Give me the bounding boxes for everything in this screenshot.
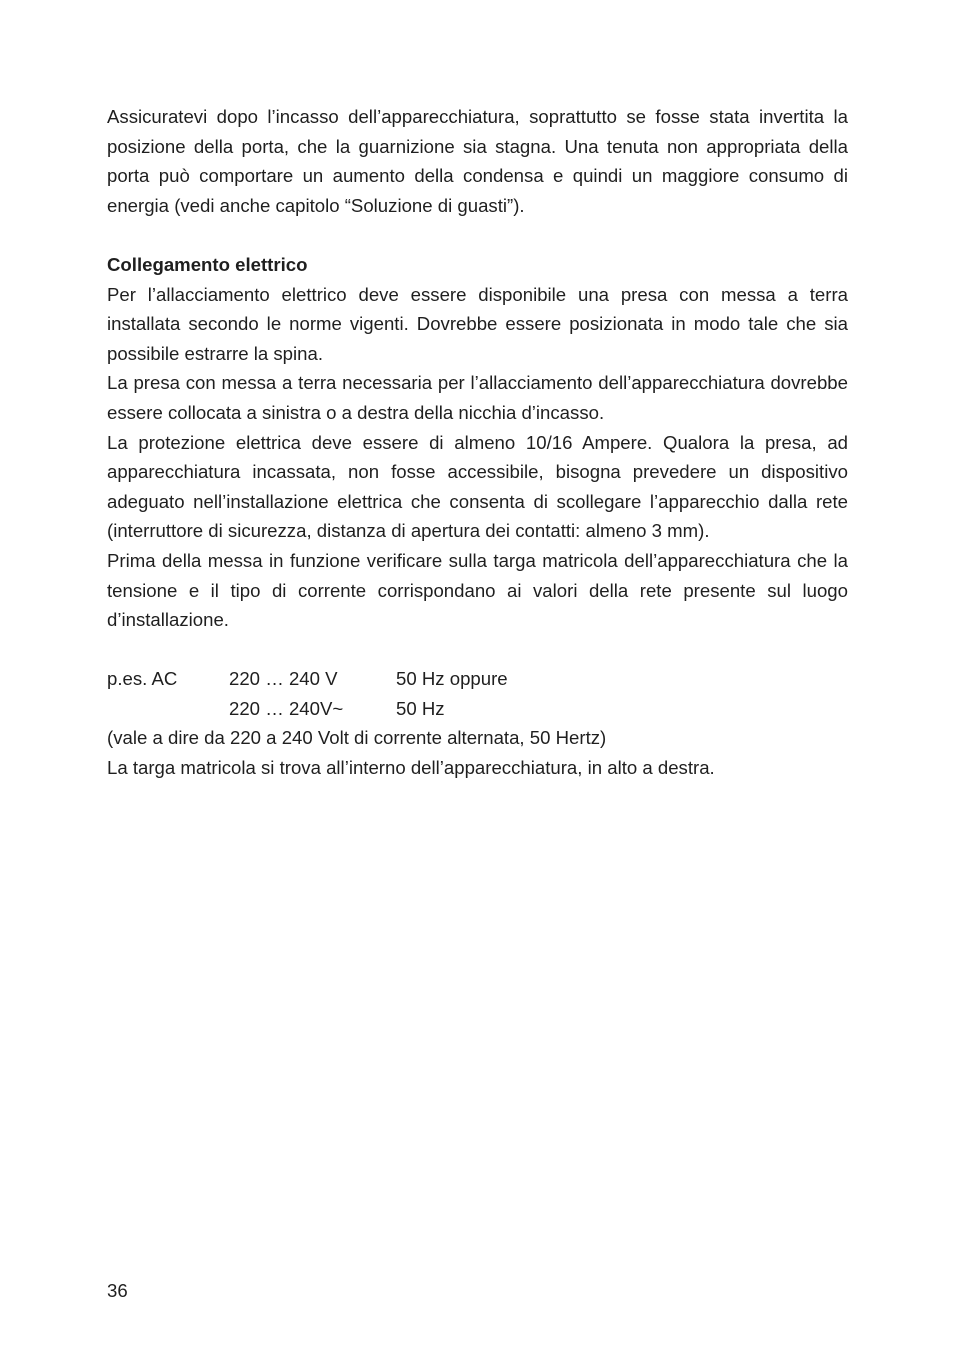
spec-frequency: 50 Hz [396, 697, 445, 719]
intro-paragraph: Assicuratevi dopo l’incasso dell’apparecchiatura, soprattutto se fosse stata invertita la posizione della porta, che la guarnizione sia stagna. Una tenuta non appropriata della porta può comportare un aumento della condensa e quindi un maggiore consumo di energia (vedi anche capitolo “Soluzione di guasti”). [107, 106, 848, 216]
paragraph-socket-position: La presa con messa a terra necessaria per l’allacciamento dell’apparecchiatura dovrebbe essere collocata a sinistra o a destra della nicchia d’incasso. [107, 372, 848, 423]
voltage-spec-table [107, 664, 508, 723]
paragraph-grounded-socket: Per l’allacciamento elettrico deve essere disponibile una presa con messa a terra installata secondo le norme vigenti. Dovrebbe essere posizionata in modo tale che sia possibile estrarre la spina. [107, 283, 848, 364]
paragraph-electrical-protection: La protezione elettrica deve essere di almeno 10/16 Ampere. Qualora la presa, ad apparecchiatura incassata, non fosse accessibile, bisogna prevedere un dispositivo adeguato nell’installazione elettrica che consenta di scollegare l’apparecchio dalla rete (interruttore di sicurezza, distanza di apertura dei contatti: almeno 3 mm). [107, 431, 848, 542]
spec-voltage: 220 … 240 V [229, 668, 338, 690]
section-heading: Collegamento elettrico [107, 253, 308, 275]
page-number: 36 [107, 1280, 128, 1301]
spec-voltage: 220 … 240V~ [229, 697, 344, 719]
spec-explanation: (vale a dire da 220 a 240 Volt di corrente alternata, 50 Hertz) [107, 727, 607, 749]
spec-row [107, 694, 508, 724]
page-content [107, 102, 848, 783]
rating-plate-location: La targa matricola si trova all’interno dell’apparecchiatura, in alto a destra. [107, 757, 715, 779]
spacer [107, 635, 848, 665]
spec-frequency: 50 Hz oppure [396, 668, 508, 690]
paragraph-voltage-check: Prima della messa in funzione verificare sulla targa matricola dell’apparecchiatura che la tensione e il tipo di corrente corrispondano ai valori della rete presente sul luogo d’installazione. [107, 549, 848, 631]
spec-row [107, 664, 508, 694]
spec-label [107, 694, 229, 724]
spec-label: p.es. AC [107, 668, 178, 690]
spacer [107, 220, 848, 250]
